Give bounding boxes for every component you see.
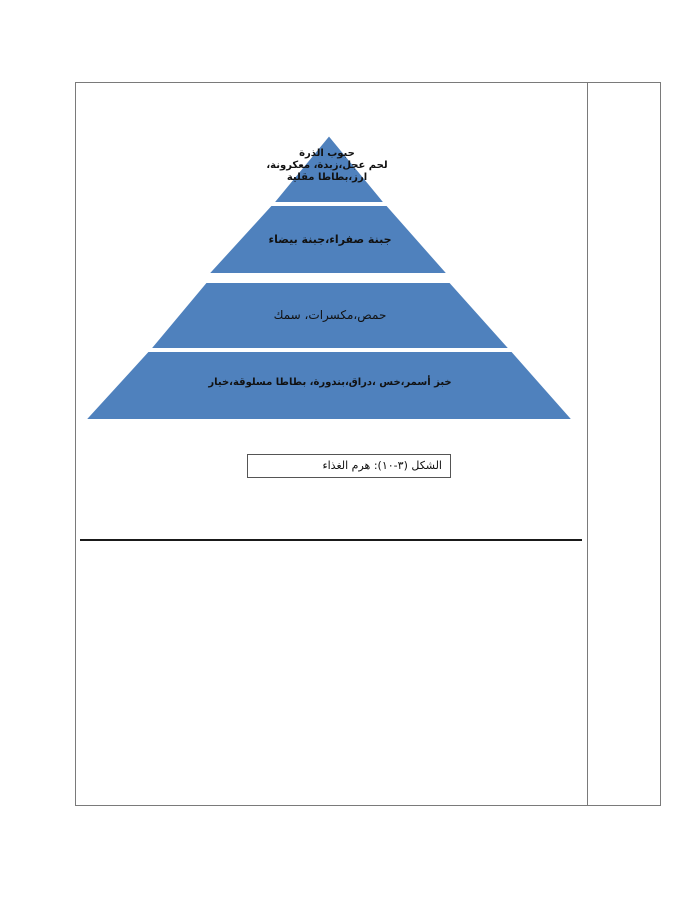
horizontal-rule [80,539,582,541]
tier-2-label: جبنة صفراء،جبنة بيضاء [268,233,392,246]
tier-top-label [252,148,402,184]
tier-top-line-3: ارز،بطاطا مقلية [286,172,368,183]
tier-3-label: حمص،مكسرات، سمك [273,308,387,322]
tier-top-line-2: لحم عجل،زبدة، معكرونة، [266,160,388,171]
figure-caption: الشكل (٣-١٠): هرم الغذاء [247,454,451,478]
tier-base-label: خبز أسمر،خس ،دراق،بندورة، بطاطا مسلوقة،خيار [208,377,452,388]
tier-top-line-1: حبوب الذرة [299,148,355,159]
